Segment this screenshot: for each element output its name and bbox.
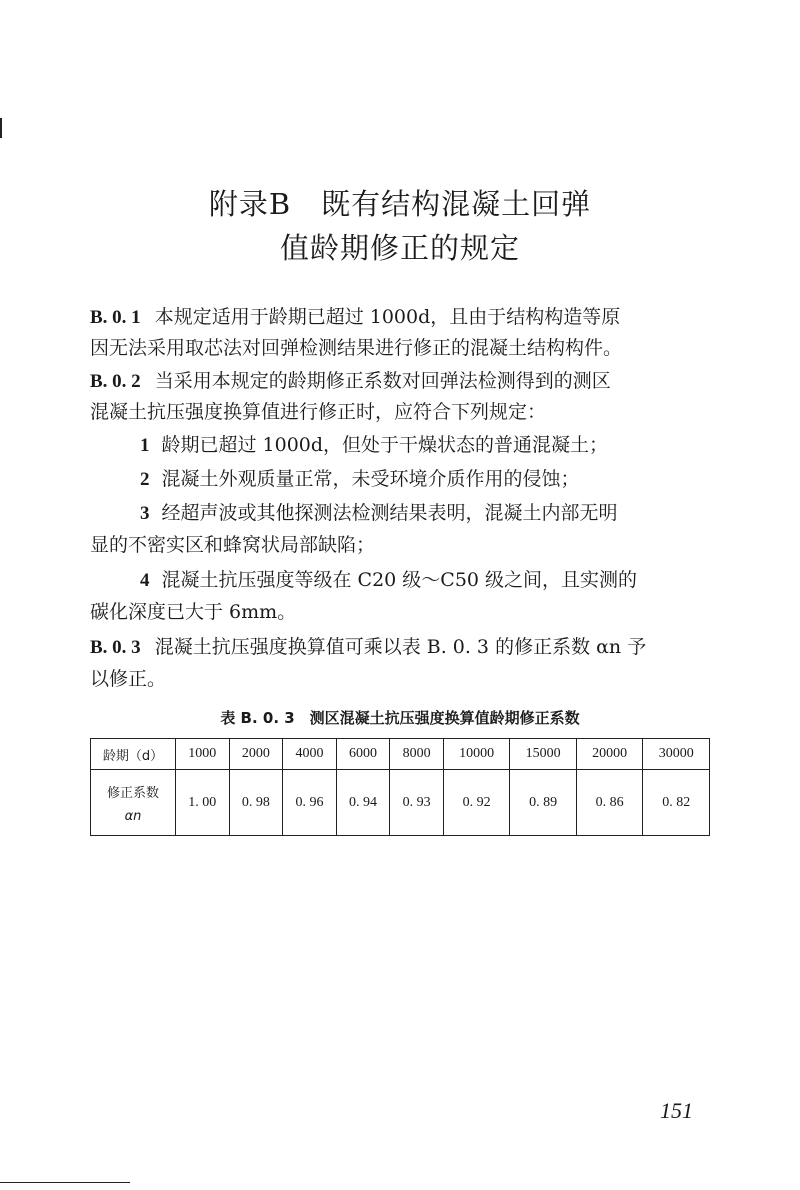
age-cell: 6000 bbox=[336, 739, 390, 770]
correction-coefficient-table bbox=[90, 738, 710, 836]
coefficient-cell: 0. 98 bbox=[229, 770, 283, 836]
clause-id: B. 0. 1 bbox=[90, 307, 141, 328]
coefficient-cell: 0. 94 bbox=[336, 770, 390, 836]
clause-id: B. 0. 2 bbox=[90, 371, 141, 392]
clause-id: B. 0. 3 bbox=[90, 637, 141, 658]
coefficient-cell: 0. 93 bbox=[390, 770, 444, 836]
age-cell: 2000 bbox=[229, 739, 283, 770]
item-text: 龄期已超过 1000d，但处于干燥状态的普通混凝土； bbox=[161, 434, 609, 456]
item-number: 4 bbox=[140, 570, 150, 591]
list-item-4 bbox=[140, 565, 637, 596]
footnote-rule bbox=[0, 1182, 130, 1183]
item-text: 混凝土抗压强度等级在 C20 级～C50 级之间，且实测的 bbox=[161, 569, 638, 591]
age-cell: 30000 bbox=[643, 739, 710, 770]
clause-b01-cont: 因无法采用取芯法对回弹检测结果进行修正的混凝土结构构件。 bbox=[90, 337, 623, 359]
clause-b03-cont: 以修正。 bbox=[90, 668, 167, 690]
appendix-title-line1: 附录B 既有结构混凝土回弹 bbox=[208, 187, 592, 221]
item-text: 混凝土外观质量正常，未受环境介质作用的侵蚀； bbox=[161, 468, 580, 490]
coefficient-symbol: αn bbox=[124, 808, 142, 824]
margin-mark bbox=[0, 118, 2, 138]
clause-b01 bbox=[90, 302, 620, 333]
coefficient-cell: 0. 92 bbox=[443, 770, 510, 836]
list-item-2 bbox=[140, 464, 580, 495]
age-cell: 20000 bbox=[576, 739, 643, 770]
item-number: 1 bbox=[140, 435, 150, 456]
clause-text: 本规定适用于龄期已超过 1000d，且由于结构构造等原 bbox=[154, 306, 621, 328]
coefficient-cell: 1. 00 bbox=[176, 770, 230, 836]
item-number: 3 bbox=[140, 503, 150, 524]
coefficient-cell: 0. 96 bbox=[283, 770, 337, 836]
table-row-age bbox=[91, 739, 710, 770]
clause-text: 当采用本规定的龄期修正系数对回弹法检测得到的测区 bbox=[154, 370, 611, 392]
clause-b03 bbox=[90, 632, 646, 663]
item-text: 经超声波或其他探测法检测结果表明，混凝土内部无明 bbox=[161, 502, 618, 524]
list-item-4-cont: 碳化深度已大于 6mm。 bbox=[90, 601, 297, 623]
page-number: 151 bbox=[660, 1098, 693, 1123]
appendix-title-line2: 值龄期修正的规定 bbox=[279, 231, 520, 265]
age-cell: 8000 bbox=[390, 739, 444, 770]
row-header-age: 龄期（d） bbox=[91, 739, 176, 770]
item-number: 2 bbox=[140, 469, 150, 490]
clause-text: 混凝土抗压强度换算值可乘以表 B. 0. 3 的修正系数 αn 予 bbox=[154, 636, 647, 658]
table-row-coefficient bbox=[91, 770, 710, 836]
list-item-3-cont: 显的不密实区和蜂窝状局部缺陷； bbox=[90, 534, 376, 556]
list-item-1 bbox=[140, 430, 608, 461]
age-cell: 10000 bbox=[443, 739, 510, 770]
clause-b02-cont: 混凝土抗压强度换算值进行修正时，应符合下列规定： bbox=[90, 401, 547, 423]
age-cell: 1000 bbox=[176, 739, 230, 770]
age-cell: 15000 bbox=[510, 739, 577, 770]
list-item-3 bbox=[140, 498, 618, 529]
coefficient-cell: 0. 86 bbox=[576, 770, 643, 836]
coefficient-cell: 0. 82 bbox=[643, 770, 710, 836]
clause-b02 bbox=[90, 366, 611, 397]
row-header-coefficient bbox=[91, 770, 176, 836]
table-caption: 表 B. 0. 3 测区混凝土抗压强度换算值龄期修正系数 bbox=[220, 709, 580, 727]
coefficient-cell: 0. 89 bbox=[510, 770, 577, 836]
age-cell: 4000 bbox=[283, 739, 337, 770]
coefficient-label: 修正系数 bbox=[106, 785, 159, 801]
